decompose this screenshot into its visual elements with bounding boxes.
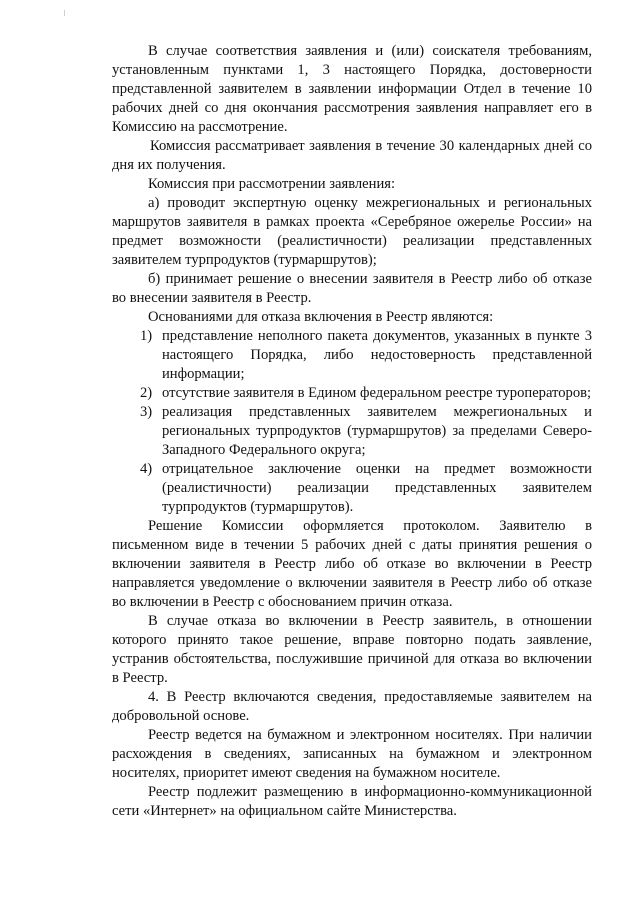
document-page — [112, 42, 592, 821]
paragraph-compliance: В случае соответствия заявления и (или) соискателя требованиям, установленным пунктами 1, 3 настоящего Порядка, достоверности представленной заявителем в заявлении информации Отдел в течение 10 рабочих дней со дня окончания рассмотрения заявления направляет его в Комиссию на рассмотрение. — [112, 43, 592, 135]
refusal-item-text: отрицательное заключение оценки на предмет возможности (реалистичности) реализации представленных заявителем турпродуктов (турмаршрутов). — [162, 461, 592, 515]
refusal-item-number: 2) — [140, 385, 153, 401]
paragraph-registry-media: Реестр ведется на бумажном и электронном носителях. При наличии расхождения в сведениях, записанных на бумажном и электронном носителях, приоритет имеют сведения на бумажном носителе. — [112, 727, 592, 781]
subitem-decision: б) принимает решение о внесении заявителя в Реестр либо об отказе во внесении заявителя в Реестр. — [112, 271, 592, 306]
refusal-item-text: представление неполного пакета документов, указанных в пункте 3 настоящего Порядка, либо недостоверность представленной информации; — [162, 328, 592, 382]
paragraph-review-period: Комиссия рассматривает заявления в течение 30 календарных дней со дня их получения. — [112, 138, 592, 173]
subitem-expert-assessment: а) проводит экспертную оценку межрегиональных и региональных маршрутов заявителя в рамках проекта «Серебряное ожерелье России» на предмет возможности (реалистичности) реализации представленных заявителем турпродуктов (турмаршрутов); — [112, 195, 592, 268]
paragraph-commission-intro: Комиссия при рассмотрении заявления: — [148, 176, 396, 192]
scan-mark — [64, 10, 65, 16]
refusal-item-text: отсутствие заявителя в Едином федеральном реестре туроператоров; — [162, 385, 592, 401]
refusal-item — [112, 327, 592, 384]
refusal-item-number: 4) — [140, 461, 153, 477]
paragraph-registry-publication: Реестр подлежит размещению в информационно-коммуникационной сети «Интернет» на официальном сайте Министерства. — [112, 784, 592, 819]
refusal-item — [112, 384, 592, 403]
refusal-item — [112, 460, 592, 517]
refusal-item-number: 3) — [140, 404, 153, 420]
paragraph-reapply: В случае отказа во включении в Реестр заявитель, в отношении которого принято такое решение, вправе повторно подать заявление, устранив обстоятельства, послужившие причиной для отказа во включении в Реестр. — [112, 613, 592, 686]
refusal-item — [112, 403, 592, 460]
refusal-item-text: реализация представленных заявителем межрегиональных и региональных турпродуктов (турмаршрутов) за пределами Северо-Западного Федерального округа; — [162, 404, 592, 458]
paragraph-refusal-intro: Основаниями для отказа включения в Реестр являются: — [148, 309, 494, 325]
refusal-list — [112, 327, 592, 517]
paragraph-section-4: 4. В Реестр включаются сведения, предоставляемые заявителем на добровольной основе. — [112, 689, 592, 724]
refusal-item-number: 1) — [140, 328, 153, 344]
paragraph-protocol: Решение Комиссии оформляется протоколом. Заявителю в письменном виде в течении 5 рабочих дней с даты принятия решения о включении заявителя в Реестр либо об отказе во включении в Реестр направляется уведомление о включении заявителя в Реестр либо об отказе во включении в Реестр с обоснованием причин отказа. — [112, 518, 592, 610]
